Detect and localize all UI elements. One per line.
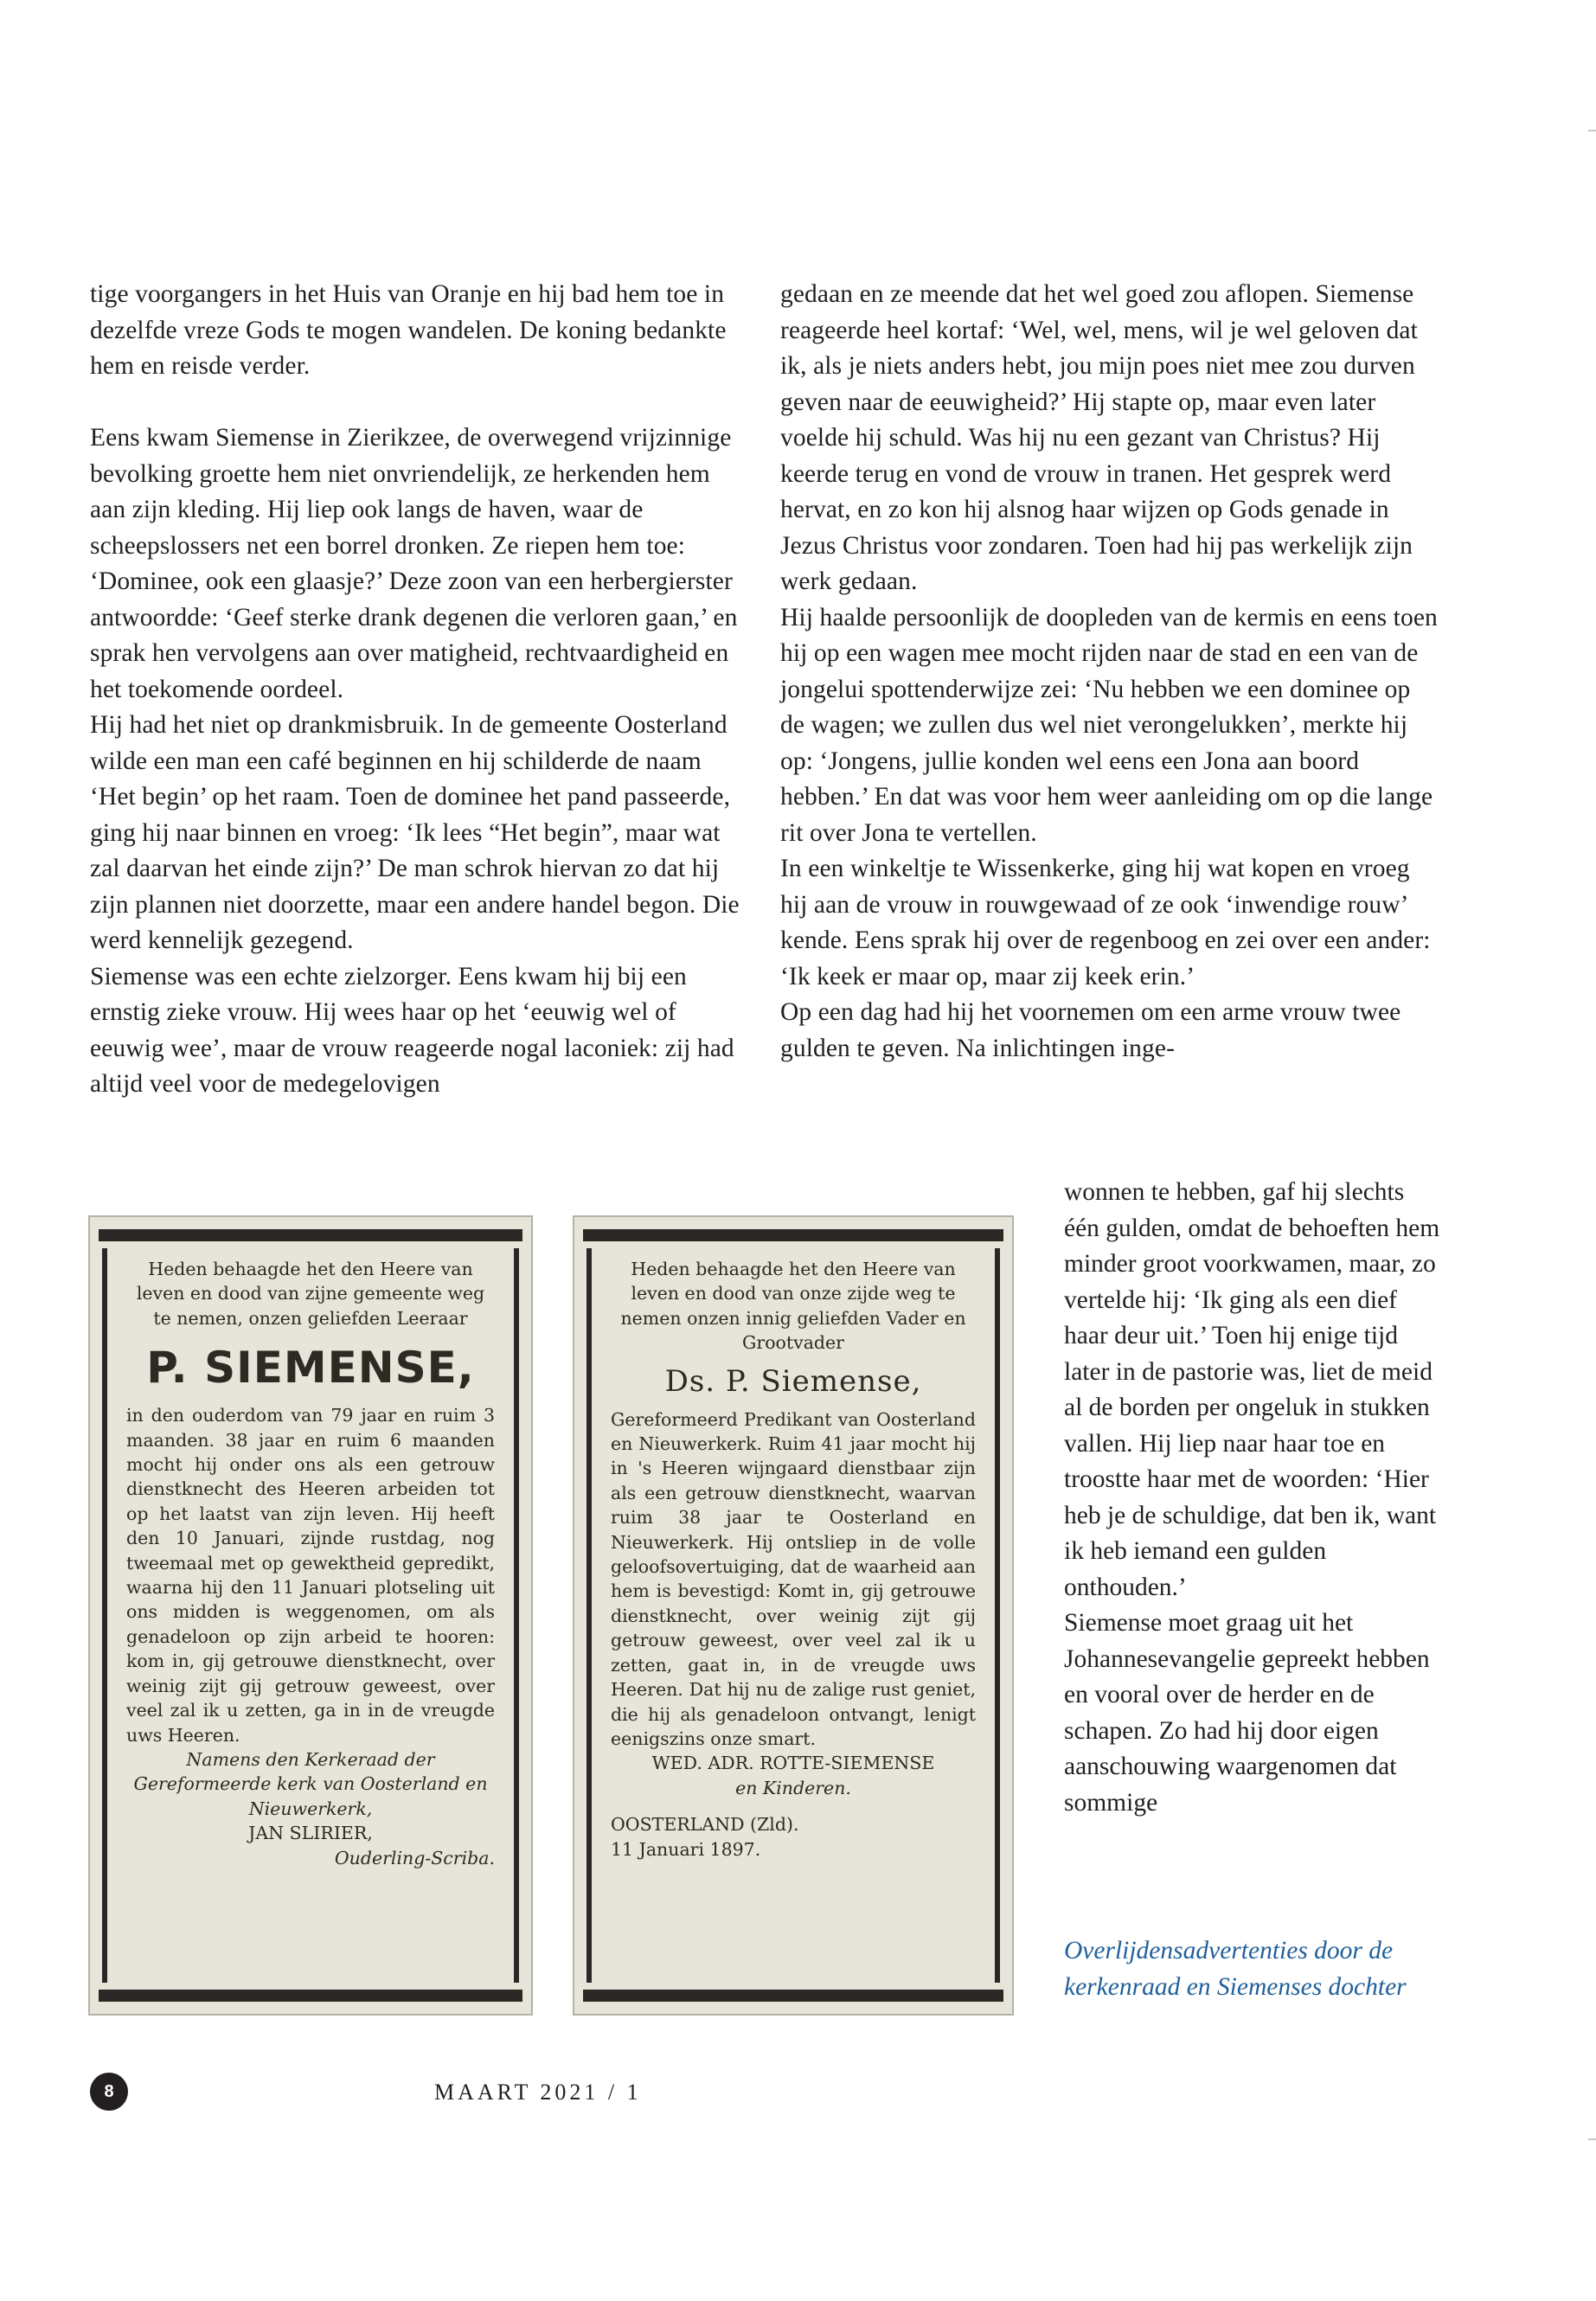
signer-name: WED. ADR. ROTTE-SIEMENSE — [651, 1753, 935, 1774]
paragraph: wonnen te hebben, gaf hij slechts één gulden, omdat de behoeften hem minder groot voorkwamen, maar, zo vertelde hij: ‘Ik ging als een dief haar deur uit.’ Toen hij enige tijd later in de pastorie was, liet de meid al de borden per ongeluk in stukken vallen. Hij liep naar haar toe en troostte haar met de woorden: ‘Hier heb je de schuldige, dat ben ik, want ik heb iemand een gulden onthouden.’ — [1064, 1178, 1440, 1601]
clipping-text — [586, 1248, 1000, 1983]
signature-line: Namens den Kerkeraad der Gereformeerde kerk van Oosterland en Nieuwerkerk, — [133, 1748, 488, 1819]
paragraph: Siemense moet graag uit het Johannesevangelie gepreekt hebben en vooral over de herder en de schapen. Zo had hij door eigen aanschouwing waargenomen dat sommige — [1064, 1609, 1430, 1817]
paragraph: Siemense was een echte zielzorger. Eens kwam hij bij een ernstig zieke vrouw. Hij wees haar op het ‘eeuwig wel of eeuwig wee’, maar de vrouw reageerde nogal laconiek: zij had altijd veel voor de medegelovigen — [90, 962, 734, 1098]
clipping-intro: Heden behaagde het den Heere van leven en dood van onze zijde weg te nemen onzen innig geliefden Vader en Grootvader — [620, 1259, 966, 1354]
clipping-place: OOSTERLAND (Zld). — [611, 1814, 799, 1836]
paragraph: In een winkeltje te Wissenkerke, ging hij wat kopen en vroeg hij aan de vrouw in rouwgewaad of ze ook ‘inwendige rouw’ kende. Eens sprak hij over de regenboog en zei over een ander: ‘Ik keek er maar op, maar zij keek erin.’ — [780, 855, 1431, 990]
clipping-body: in den ouderdom van 79 jaar en ruim 3 maanden. 38 jaar en ruim 6 maanden mocht hij onder ons als een getrouw dienstknecht des Heeren arbeiden tot op het laatst van zijn leven. Hij heeft den 10 Januari, zijnde rustdag, nog tweemaal met op gewektheid gepredikt, waarna hij den 11 Januari plotseling uit ons midden is weggenomen, om als genadeloon op zijn arbeid te hooren: kom in, gij getrouwe dienstknecht, over weinig zijt gij getrouw geweest, over veel zal ik u zetten, ga in in de vreugde uws Heeren. — [126, 1405, 495, 1746]
paragraph: Hij had het niet op drankmisbruik. In de gemeente Oosterland wilde een man een café beginnen en hij schilderde de naam ‘Het begin’ op het raam. Toen de dominee het pand passeerde, ging hij naar binnen en vroeg: ‘Ik lees “Het begin”, maar wat zal daarvan het einde zijn?’ De man schrok hiervan zo dat hij zijn plannen niet doorzette, maar een andere handel begon. Die werd kennelijk gezegend. — [90, 711, 740, 954]
border-bar — [583, 1229, 1003, 1241]
clipping-date: 11 Januari 1897. — [611, 1838, 761, 1860]
image-caption: Overlijdensadvertenties door de kerkenraad en Siemenses dochter — [1064, 1937, 1407, 2001]
right-text-column — [780, 277, 1439, 1067]
paragraph: Hij haalde persoonlijk de doopleden van de kermis en eens toen hij op een wagen mee mocht rijden naar de stad en een van de jongelui spottenderwijze zei: ‘Nu hebben we een dominee op de wagen; we zullen dus wel niet verongelukken’, merkte hij op: ‘Jongens, jullie konden wel eens een Jona aan boord hebben.’ En dat was voor hem weer aanleiding om op die lange rit over Jona te vertellen. — [780, 603, 1438, 847]
crop-mark — [1588, 130, 1596, 131]
signer-name: JAN SLIRIER, — [248, 1823, 373, 1844]
page-number-badge: 8 — [90, 2073, 128, 2111]
clipping-text — [102, 1248, 519, 1983]
clipping-body: Gereformeerd Predikant van Oosterland en Nieuwerkerk. Ruim 41 jaar mocht hij in 's Heeren wijngaard dienstbaar zijn als een getrouw dienstknecht, waarvan ruim 38 jaar te Oosterland en Nieuwerkerk. Hij ontsliep in de volle geloofsovertuiging, dat de waarheid aan hem is bevestigd: Komt in, gij getrouwe dienstknecht, over weinig zijt gij getrouw geweest, over veel zal ik u zetten, gaat in, in de vreugde uws Heeren. Dat hij nu de zalige rust geniet, die hij als genadeloon ontvangt, lenigt eenigszins onze smart. — [611, 1408, 976, 1749]
signer-role: Ouderling-Scriba. — [334, 1847, 495, 1868]
border-bar — [99, 1990, 522, 2002]
narrow-text-column — [1064, 1175, 1445, 1821]
border-bar — [99, 1229, 522, 1241]
left-text-column — [90, 277, 747, 1103]
crop-mark — [1588, 2138, 1596, 2140]
obituary-clipping-family — [573, 1215, 1014, 2016]
paragraph: Eens kwam Siemense in Zierikzee, de overwegend vrijzinnige bevolking groette hem niet onvriendelijk, ze herkenden hem aan zijn kleding. Hij liep ook langs de haven, waar de scheepslossers net een borrel dronken. Ze riepen hem toe: ‘Dominee, ook een glaasje?’ Deze zoon van een herbergierster antwoordde: ‘Geef sterke drank degenen die verloren gaan,’ en sprak hen vervolgens aan over matigheid, rechtvaardigheid en het toekomende oordeel. — [90, 424, 738, 703]
border-bar — [583, 1990, 1003, 2002]
clipping-intro: Heden behaagde het den Heere van leven en dood van zijne gemeente weg te nemen, onzen geliefden Leeraar — [136, 1259, 485, 1329]
obituary-clipping-church-council — [88, 1215, 533, 2016]
deceased-name: Ds. P. Siemense, — [664, 1363, 922, 1399]
paragraph: tige voorgangers in het Huis van Oranje en hij bad hem toe in dezelfde vreze Gods te mogen wandelen. De koning bedankte hem en reisde verder. — [90, 280, 727, 380]
paragraph: gedaan en ze meende dat het wel goed zou aflopen. Siemense reageerde heel kortaf: ‘Wel, wel, mens, wil je wel geloven dat ik, als je niets anders hebt, jou mijn poes niet mee zou durven geven naar de eeuwigheid?’ Hij stapte op, maar even later voelde hij schuld. Was hij nu een gezant van Christus? Hij keerde terug en vond de vrouw in tranen. Het gesprek werd hervat, en zo kon hij alsnog haar wijzen op Gods genade in Jezus Christus voor zondaren. Toen had hij pas werkelijk zijn werk gedaan. — [780, 280, 1418, 595]
deceased-name: P. SIEMENSE, — [146, 1343, 475, 1394]
paragraph: Op een dag had hij het voornemen om een arme vrouw twee gulden te geven. Na inlichtingen inge- — [780, 998, 1401, 1062]
signer-family: en Kinderen. — [735, 1777, 851, 1798]
issue-footer: MAART 2021 / 1 — [434, 2080, 642, 2105]
